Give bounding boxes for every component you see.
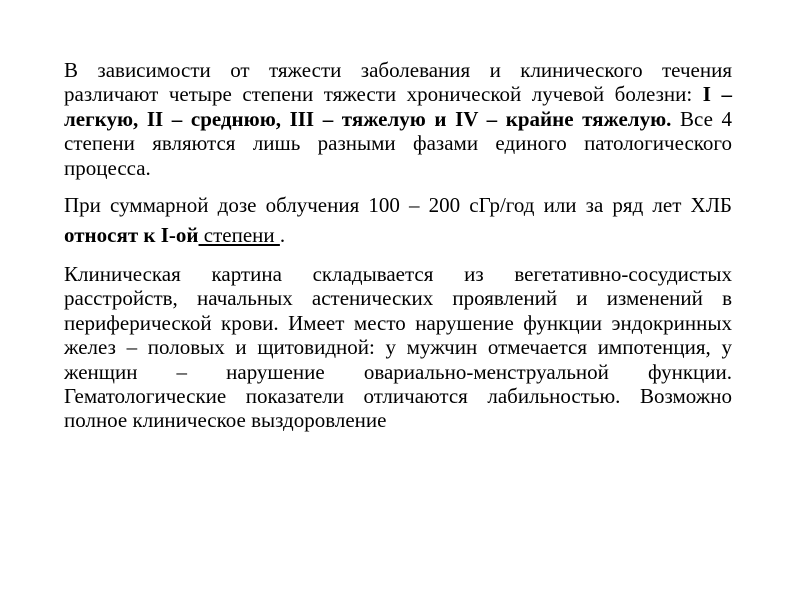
paragraph-1-intro: В зависимости от тяжести заболевания и клинического течения различают четыре степени тяжести хронической лучевой болезни: <box>64 58 732 107</box>
paragraph-severity-degrees <box>64 58 732 180</box>
paragraph-2-end: . <box>279 223 286 248</box>
text-block <box>64 58 732 433</box>
paragraph-2-intro: При суммарной дозе облучения 100 – 200 сГр/год или за ряд лет ХЛБ <box>64 193 732 218</box>
degree-bold: относят к I-ой <box>64 223 199 248</box>
severity-list-bold: I – легкую, II – среднюю, III – тяжелую и IV – крайне тяжелую. <box>64 82 732 131</box>
paragraph-1-outro: Все 4 степени являются лишь разными фазами единого патологического процесса. <box>64 106 732 180</box>
paragraph-clinical-picture: Клиническая картина складывается из вегетативно-сосудистых расстройств, начальных астенических проявлений и изменений в периферической крови. Имеет место нарушение функции эндокринных желез – половых и щитовидной: у мужчин отмечается импотенция, у женщин – нарушение овариально-менструальной функции. Гематологические показатели отличаются лабильностью. Возможно полное клиническое выздоровление <box>64 262 732 433</box>
degree-underlined: степени <box>198 223 280 248</box>
paragraph-dose <box>64 190 732 250</box>
